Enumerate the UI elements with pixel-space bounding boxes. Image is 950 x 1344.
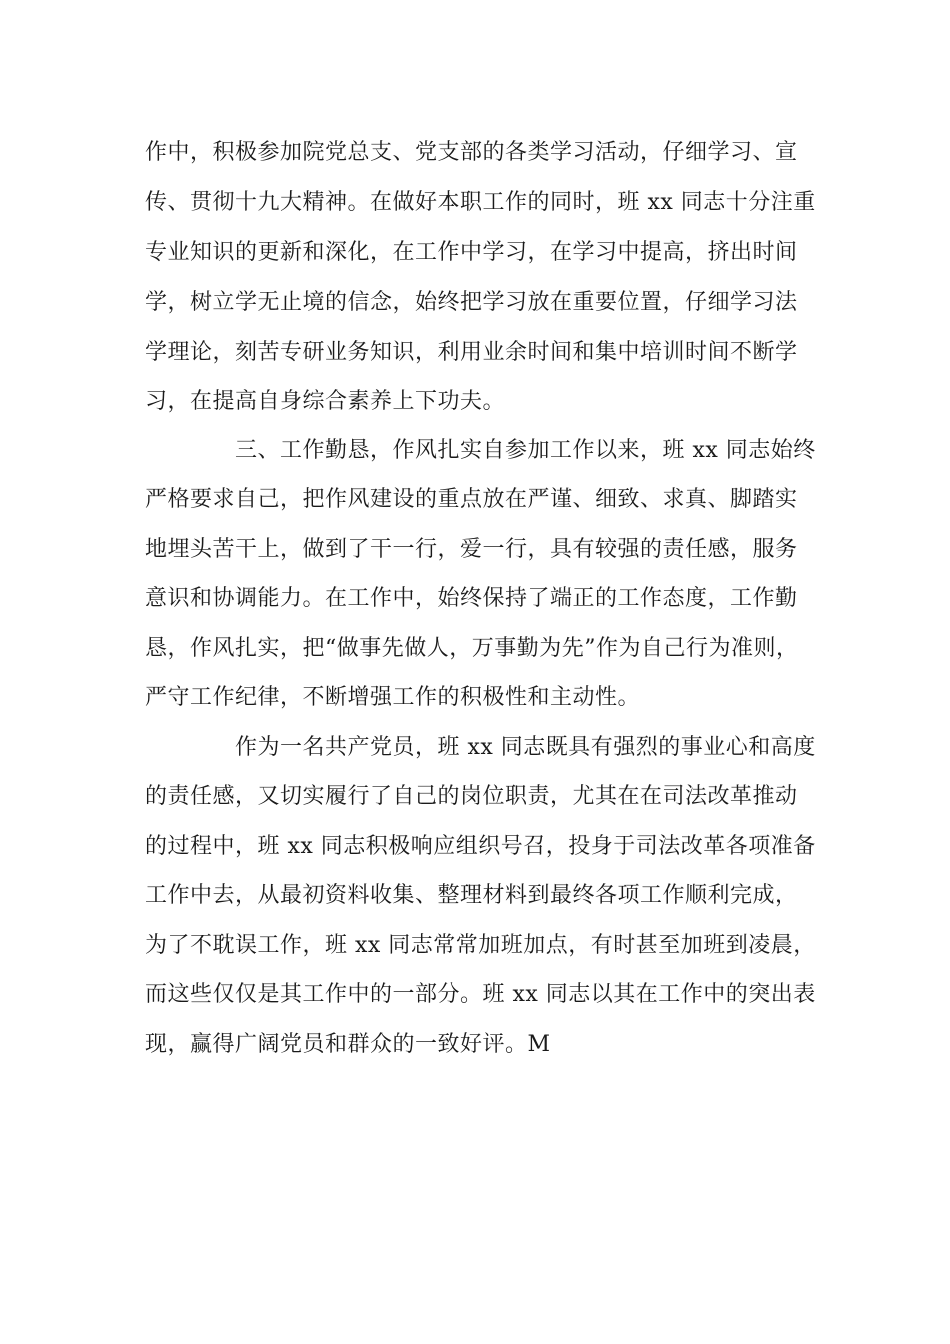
paragraph-2-line-3: 地埋头苦干上，做到了干一行，爱一行，具有较强的责任感，服务 (145, 537, 798, 562)
paragraph-3-line-2: 的责任感，又切实履行了自己的岗位职责，尤其在在司法改革推动 (145, 784, 798, 809)
paragraph-1-line-6: 习，在提高自身综合素养上下功夫。 (145, 389, 506, 414)
paragraph-3-line-1: 作为一名共产党员，班 xx 同志既具有强烈的事业心和高度 (235, 735, 816, 760)
paragraph-1-line-1: 作中，积极参加院党总支、党支部的各类学习活动，仔细学习、宣 (145, 140, 798, 165)
paragraph-1-line-2: 传、贯彻十九大精神。在做好本职工作的同时，班 xx 同志十分注重 (145, 190, 816, 215)
paragraph-1-line-4: 学，树立学无止境的信念，始终把学习放在重要位置，仔细学习法 (145, 290, 798, 315)
paragraph-3-line-3: 的过程中，班 xx 同志积极响应组织号召，投身于司法改革各项准备 (145, 834, 816, 859)
paragraph-3-line-7: 现，赢得广阔党员和群众的一致好评。M (145, 1032, 551, 1057)
paragraph-3-line-4: 工作中去，从最初资料收集、整理材料到最终各项工作顺利完成， (145, 883, 798, 908)
paragraph-1-line-3: 专业知识的更新和深化，在工作中学习，在学习中提高，挤出时间 (145, 240, 798, 265)
paragraph-1-line-5: 学理论，刻苦专研业务知识，利用业余时间和集中培训时间不断学 (145, 340, 798, 365)
paragraph-3-line-5: 为了不耽误工作，班 xx 同志常常加班加点，有时甚至加班到凌晨， (145, 933, 816, 958)
paragraph-3-line-6: 而这些仅仅是其工作中的一部分。班 xx 同志以其在工作中的突出表 (145, 982, 816, 1007)
paragraph-2-line-1: 三、工作勤恳，作风扎实自参加工作以来，班 xx 同志始终 (235, 438, 816, 463)
paragraph-2-line-5: 恳，作风扎实，把“做事先做人，万事勤为先”作为自己行为准则， (145, 636, 799, 661)
paragraph-2-line-6: 严守工作纪律，不断增强工作的积极性和主动性。 (145, 685, 641, 710)
paragraph-2-line-2: 严格要求自己，把作风建设的重点放在严谨、细致、求真、脚踏实 (145, 487, 798, 512)
paragraph-2-line-4: 意识和协调能力。在工作中，始终保持了端正的工作态度，工作勤 (145, 586, 798, 611)
